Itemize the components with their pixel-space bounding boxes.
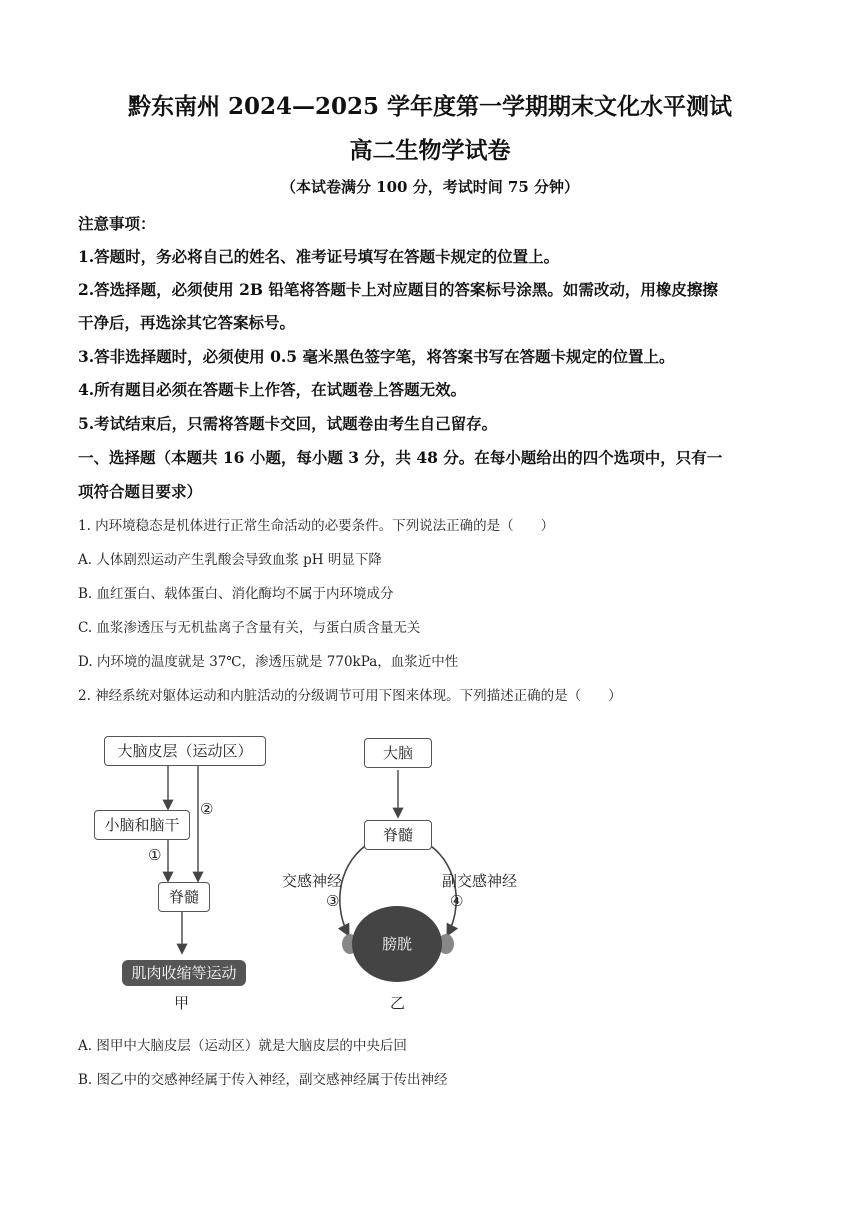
muscle-box: 肌肉收缩等运动 xyxy=(122,960,246,986)
cortex-box: 大脑皮层（运动区） xyxy=(104,736,266,766)
figure-label-jia: 甲 xyxy=(174,994,190,1012)
exam-title: 黔东南州 2024—2025 学年度第一学期期末文化水平测试 xyxy=(127,93,733,120)
bladder-circle: 膀胱 xyxy=(352,906,442,982)
notice-item: 干净后，再选涂其它答案标号。 xyxy=(78,313,296,332)
section-heading: 一、选择题（本题共 16 小题，每小题 3 分，共 48 分。在每小题给出的四个选项中，只有一 xyxy=(78,448,723,467)
question-2-option-b: B. 图乙中的交感神经属于传入神经，副交感神经属于传出神经 xyxy=(78,1072,448,1088)
question-1-option-b: B. 血红蛋白、载体蛋白、消化酶均不属于内环境成分 xyxy=(78,586,394,602)
notice-item: 2.答选择题，必须使用 2B 铅笔将答题卡上对应题目的答案标号涂黑。如需改动，用橡皮擦擦 xyxy=(78,280,718,299)
notice-heading: 注意事项： xyxy=(78,214,156,233)
question-1-stem: 1. 内环境稳态是机体进行正常生命活动的必要条件。下列说法正确的是（ ） xyxy=(78,518,555,534)
spinal-box-jia: 脊髓 xyxy=(158,882,210,912)
notice-item: 4.所有题目必须在答题卡上作答，在试题卷上答题无效。 xyxy=(78,380,467,399)
question-2-option-a: A. 图甲中大脑皮层（运动区）就是大脑皮层的中央后回 xyxy=(78,1038,407,1054)
figure-label-yi: 乙 xyxy=(390,994,406,1012)
parasympathetic-label: 副交感神经 xyxy=(442,872,518,890)
label-4: ④ xyxy=(450,892,464,910)
exam-subtitle: （本试卷满分 100 分，考试时间 75 分钟） xyxy=(280,178,580,196)
section-heading-cont: 项符合题目要求） xyxy=(78,482,203,501)
label-1: ① xyxy=(148,846,162,864)
spinal-box-yi: 脊髓 xyxy=(364,820,432,850)
nervous-regulation-diagram xyxy=(80,724,560,1024)
notice-item: 1.答题时，务必将自己的姓名、准考证号填写在答题卡规定的位置上。 xyxy=(78,247,560,266)
question-1-option-d: D. 内环境的温度就是 37℃，渗透压就是 770kPa，血浆近中性 xyxy=(78,654,459,670)
cerebellum-box: 小脑和脑干 xyxy=(94,810,190,840)
label-3: ③ xyxy=(326,892,340,910)
question-2-stem: 2. 神经系统对躯体运动和内脏活动的分级调节可用下图来体现。下列描述正确的是（ ） xyxy=(78,688,622,704)
label-2: ② xyxy=(200,800,214,818)
question-1-option-a: A. 人体剧烈运动产生乳酸会导致血浆 pH 明显下降 xyxy=(78,552,382,568)
question-1-option-c: C. 血浆渗透压与无机盐离子含量有关，与蛋白质含量无关 xyxy=(78,620,421,636)
brain-box: 大脑 xyxy=(364,738,432,768)
notice-item: 5.考试结束后，只需将答题卡交回，试题卷由考生自己留存。 xyxy=(78,414,498,433)
notice-item: 3.答非选择题时，必须使用 0.5 毫米黑色签字笔，将答案书写在答题卡规定的位置上。 xyxy=(78,347,675,366)
exam-subject-title: 高二生物学试卷 xyxy=(349,137,511,164)
sympathetic-label: 交感神经 xyxy=(282,872,343,890)
